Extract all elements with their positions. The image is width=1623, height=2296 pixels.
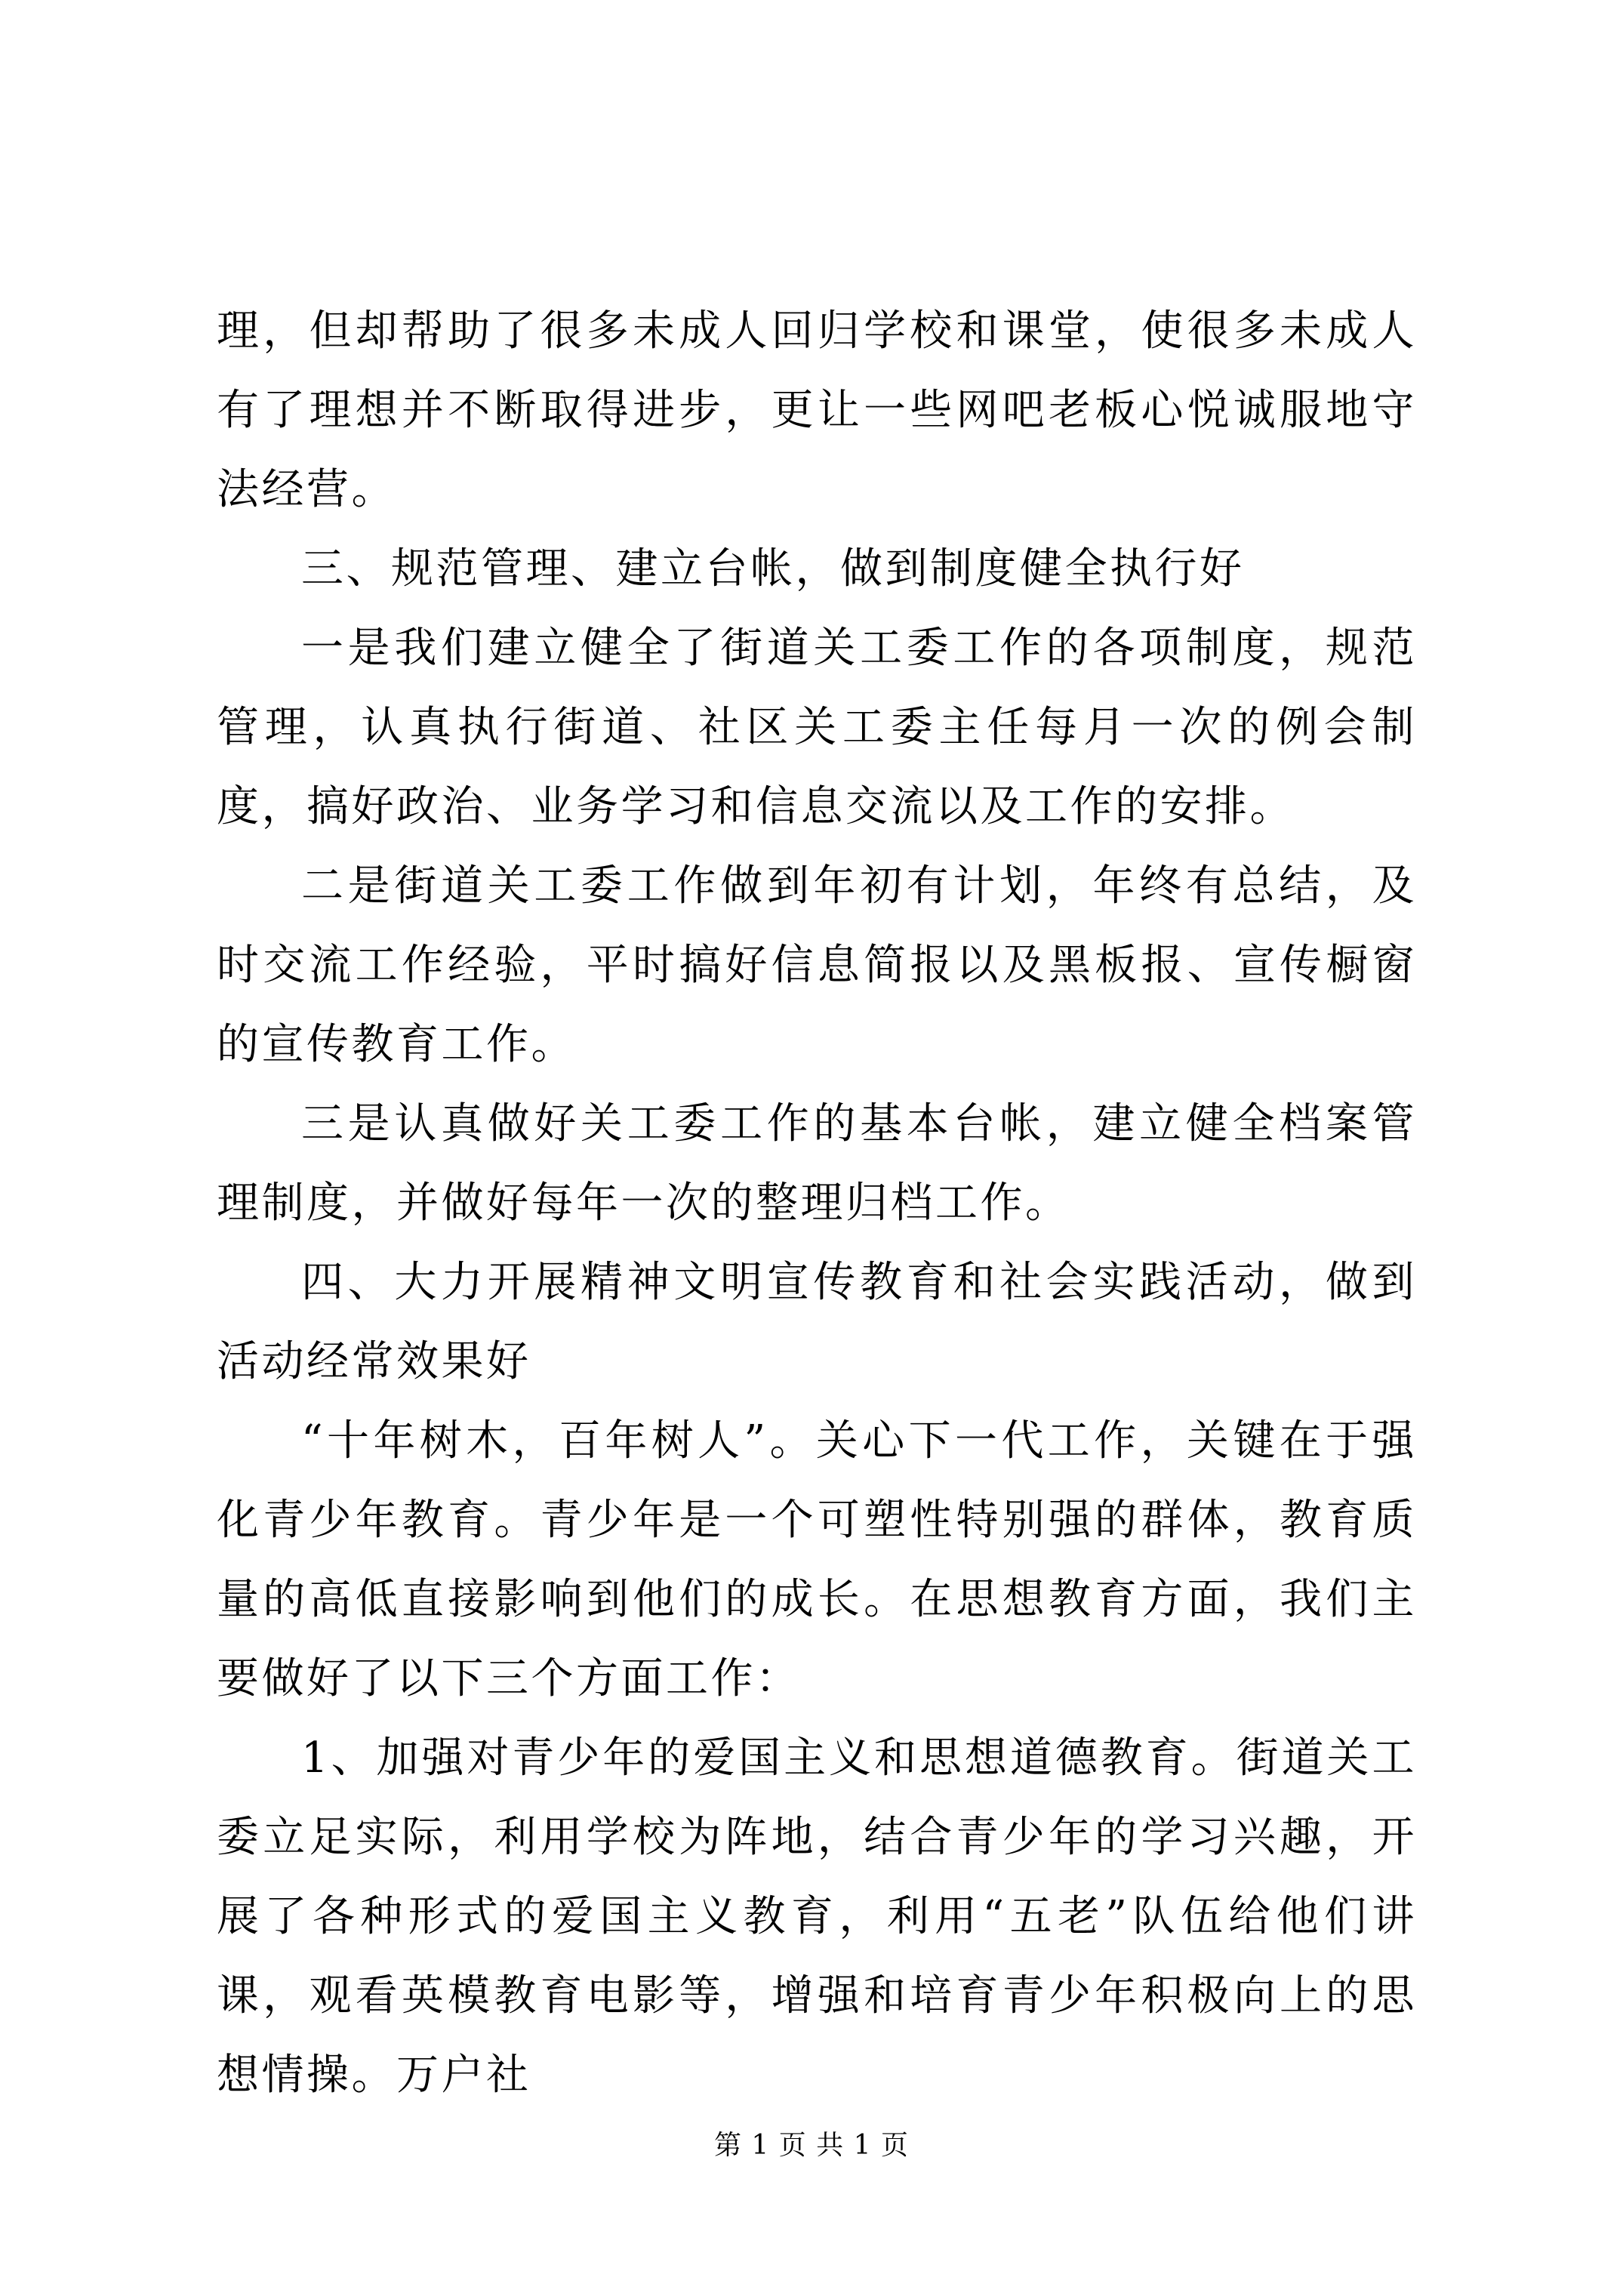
paragraph-item-1: 一是我们建立健全了街道关工委工作的各项制度，规范管理，认真执行街道、社区关工委主任每月一次的例会制度，搞好政治、业务学习和信息交流以及工作的安排。 [217, 624, 1417, 831]
page-footer [0, 2128, 1623, 2164]
document-body [217, 291, 1417, 2115]
section-heading-4: 四、大力开展精神文明宣传教育和社会实践活动，做到活动经常效果好 [217, 1258, 1417, 1386]
page-indicator: 第 1 页 共 1 页 [713, 2130, 910, 2161]
paragraph-item-3: 三是认真做好关工委工作的基本台帐，建立健全档案管理制度，并做好每年一次的整理归档工作。 [217, 1099, 1417, 1228]
paragraph-item-2: 二是街道关工委工作做到年初有计划，年终有总结，及时交流工作经验，平时搞好信息简报以及黑板报、宣传橱窗的宣传教育工作。 [217, 861, 1417, 1069]
paragraph-quote: “十年树木，百年树人”。关心下一代工作，关键在于强化青少年教育。青少年是一个可塑性特别强的群体，教育质量的高低直接影响到他们的成长。在思想教育方面，我们主要做好了以下三个方面工作： [217, 1416, 1417, 1703]
section-heading-3: 三、规范管理、建立台帐，做到制度健全执行好 [301, 544, 1245, 593]
paragraph-point-1: 1、加强对青少年的爱国主义和思想道德教育。街道关工委立足实际，利用学校为阵地，结合青少年的学习兴趣，开展了各种形式的爱国主义教育，利用“五老”队伍给他们讲课，观看英模教育电影等，增强和培育青少年积极向上的思想情操。万户社 [217, 1734, 1417, 2100]
paragraph-continued: 理，但却帮助了很多未成人回归学校和课堂，使很多未成人有了理想并不断取得进步，更让一些网吧老板心悦诚服地守法经营。 [217, 307, 1417, 514]
